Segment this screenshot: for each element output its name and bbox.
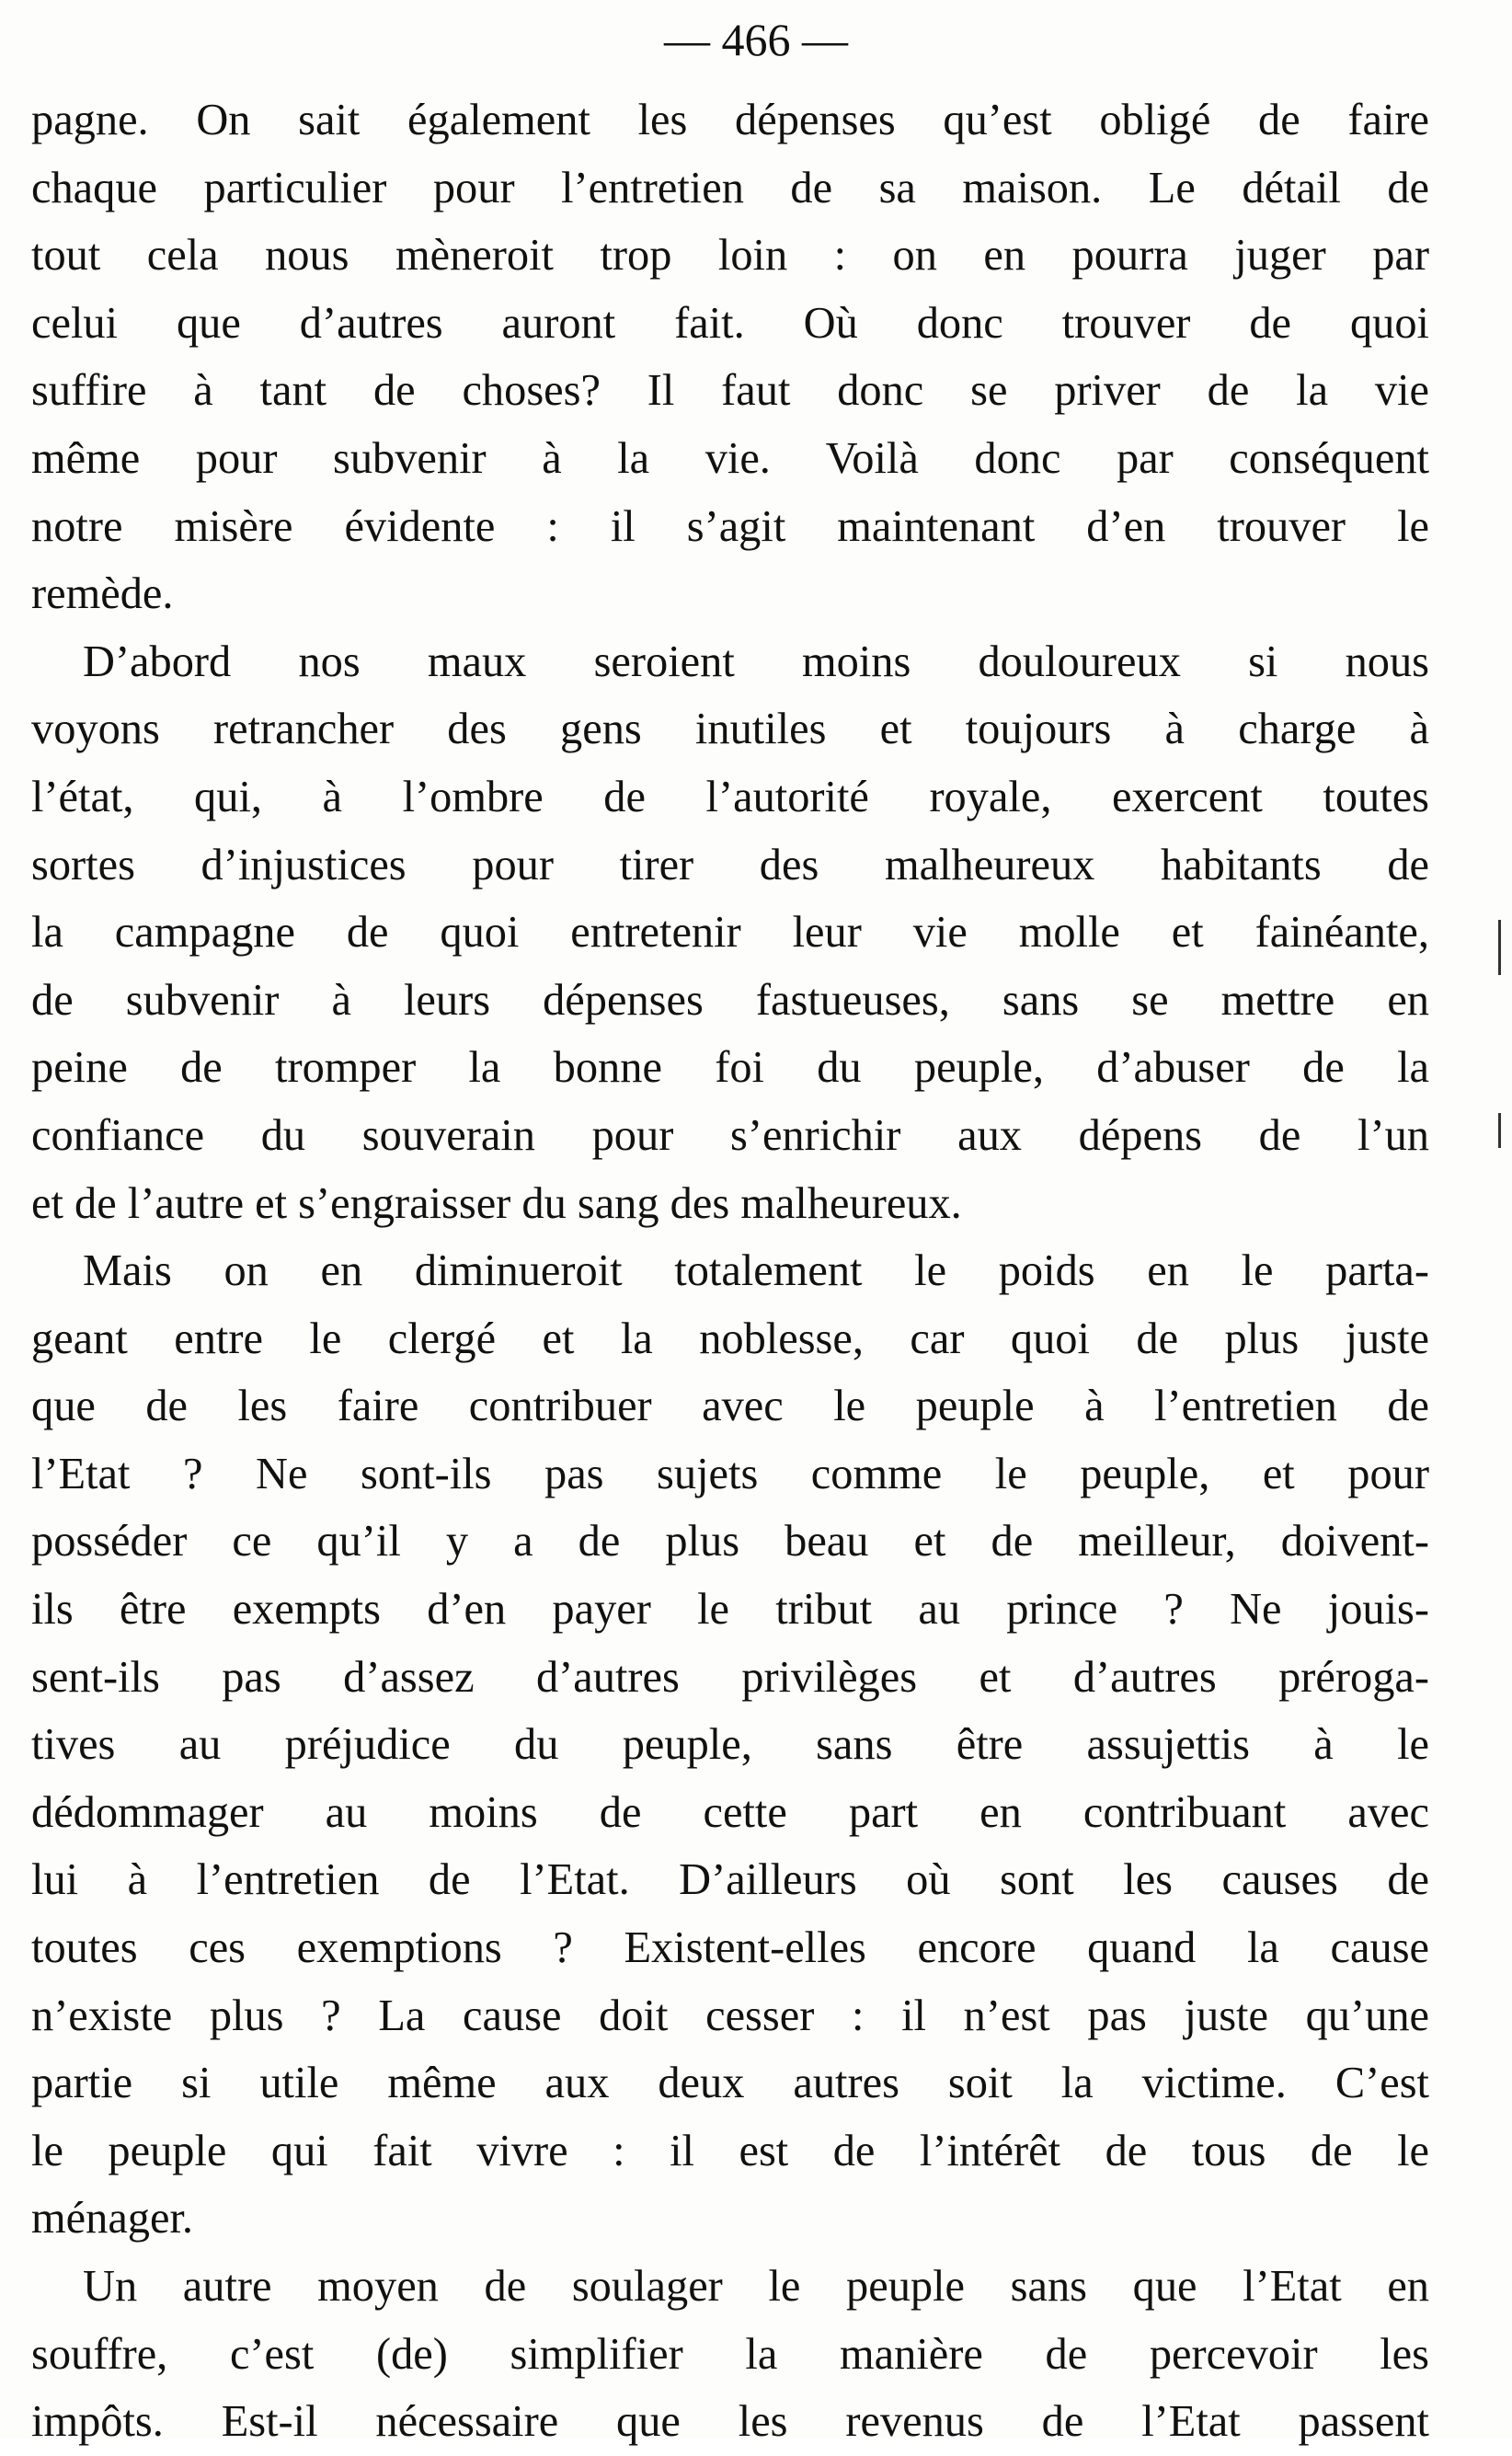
text-line: et de l’autre et s’engraisser du sang des malheureux. xyxy=(31,1178,962,1228)
text-line: notre misère évidente : il s’agit maintenant d’en trouver le xyxy=(31,501,1429,551)
text-line: le peuple qui fait vivre : il est de l’intérêt de tous de le xyxy=(31,2126,1429,2175)
text-line: dédommager au moins de cette part en contribuant avec xyxy=(31,1787,1429,1837)
text-line: peine de tromper la bonne foi du peuple, d’abuser de la xyxy=(31,1043,1429,1093)
text-line: ils être exempts d’en payer le tribut au prince ? Ne jouis- xyxy=(31,1585,1429,1635)
text-line: confiance du souverain pour s’enrichir aux dépens de l’un xyxy=(31,1110,1429,1160)
text-line: Un autre moyen de soulager le peuple sans que l’Etat en xyxy=(83,2262,1429,2311)
text-line: toutes ces exemptions ? Existent-elles encore quand la cause xyxy=(31,1923,1429,1973)
text-line: l’état, qui, à l’ombre de l’autorité royale, exercent toutes xyxy=(31,772,1429,821)
text-line: n’existe plus ? La cause doit cesser : il n’est pas juste qu’une xyxy=(31,1991,1429,2040)
text-line: sortes d’injustices pour tirer des malheureux habitants de xyxy=(31,840,1429,889)
text-line: posséder ce qu’il y a de plus beau et de meilleur, doivent- xyxy=(31,1517,1429,1567)
body-text xyxy=(31,86,1429,2456)
text-line: de subvenir à leurs dépenses fastueuses, sans se mettre en xyxy=(31,975,1429,1025)
text-line: D’abord nos maux seroient moins douloureux si nous xyxy=(83,637,1429,686)
text-line: lui à l’entretien de l’Etat. D’ailleurs où sont les causes de xyxy=(31,1855,1429,1905)
text-line: l’Etat ? Ne sont-ils pas sujets comme le peuple, et pour xyxy=(31,1449,1429,1498)
text-line: tout cela nous mèneroit trop loin : on en pourra juger par xyxy=(31,231,1429,281)
text-line: ménager. xyxy=(31,2194,194,2244)
margin-rule-mark xyxy=(1498,920,1501,975)
text-line: impôts. Est-il nécessaire que les revenus de l’Etat passent xyxy=(31,2397,1429,2447)
text-line: que de les faire contribuer avec le peuple à l’entretien de xyxy=(31,1382,1429,1431)
text-line: Mais on en diminueroit totalement le poids en le parta- xyxy=(83,1246,1429,1296)
text-line: voyons retrancher des gens inutiles et toujours à charge à xyxy=(31,705,1429,754)
text-line: celui que d’autres auront fait. Où donc trouver de quoi xyxy=(31,298,1429,348)
margin-rule-mark xyxy=(1498,1113,1501,1148)
text-line: pagne. On sait également les dépenses qu’est obligé de faire xyxy=(31,96,1429,144)
text-line: la campagne de quoi entretenir leur vie molle et fainéante, xyxy=(31,908,1429,958)
text-line: souffre, c’est (de) simplifier la manière de percevoir les xyxy=(31,2329,1429,2379)
text-line: geant entre le clergé et la noblesse, car quoi de plus juste xyxy=(31,1314,1429,1363)
text-line: remède. xyxy=(31,569,174,619)
text-line: tives au préjudice du peuple, sans être assujettis à le xyxy=(31,1720,1429,1770)
page-number-header: — 466 — xyxy=(664,14,848,65)
text-line: chaque particulier pour l’entretien de sa maison. Le détail de xyxy=(31,163,1429,212)
text-line: partie si utile même aux deux autres soit la victime. C’est xyxy=(31,2059,1429,2108)
text-line: même pour subvenir à la vie. Voilà donc par conséquent xyxy=(31,433,1429,483)
text-line: suffire à tant de choses? Il faut donc se priver de la vie xyxy=(31,366,1429,416)
text-line: sent-ils pas d’assez d’autres privilèges et d’autres préroga- xyxy=(31,1652,1429,1702)
